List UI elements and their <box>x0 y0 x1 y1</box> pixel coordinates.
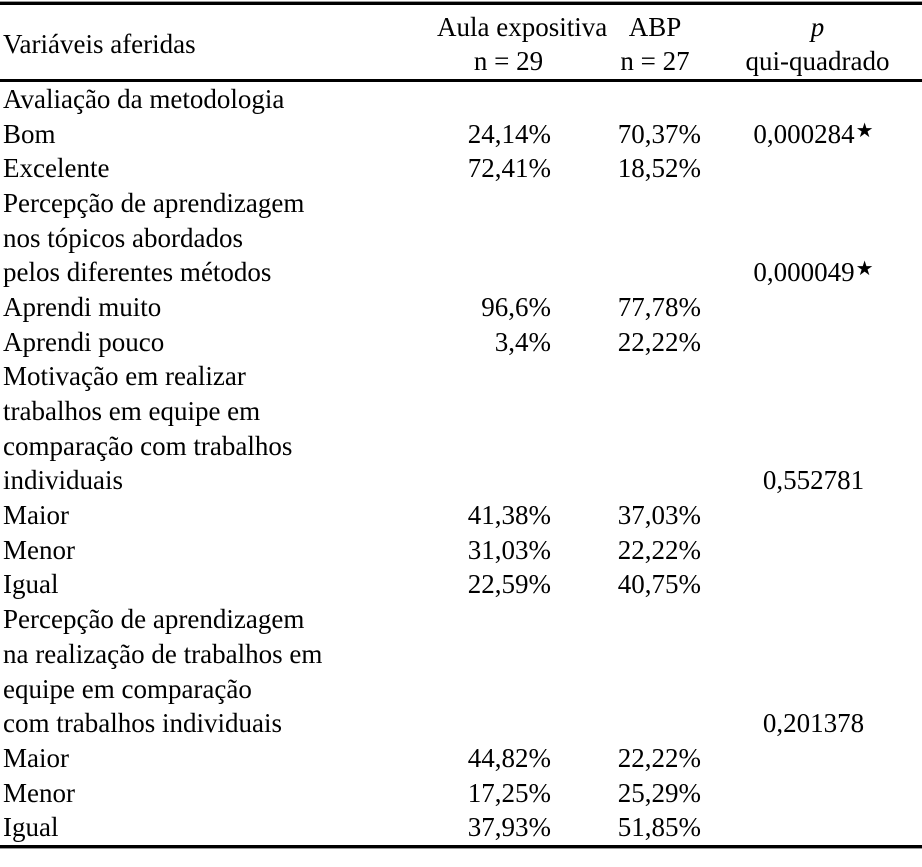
row-label: nos tópicos abordados <box>3 222 243 253</box>
row-label: Igual <box>3 569 59 600</box>
row-label: Menor <box>3 534 75 565</box>
abp-value: 40,75% <box>617 569 701 600</box>
table-row <box>0 429 922 464</box>
table-row <box>0 568 922 603</box>
p-value-cell <box>705 119 922 150</box>
header-abp-n: n = 27 <box>620 46 690 76</box>
table-row <box>0 360 922 395</box>
row-label: Percepção de aprendizagem <box>3 604 305 635</box>
header-aula-expositiva-n: n = 29 <box>473 46 544 76</box>
p-value-cell <box>705 708 922 739</box>
table-row <box>0 290 922 325</box>
row-label: individuais <box>3 465 123 496</box>
abp-value: 37,03% <box>617 500 701 531</box>
row-label: trabalhos em equipe em <box>3 396 261 427</box>
aula-expositiva-value: 3,4% <box>494 326 551 357</box>
row-label: Percepção de aprendizagem <box>3 187 305 218</box>
row-label: Bom <box>3 118 56 149</box>
table-row <box>0 186 922 221</box>
p-value-text: 0,201378 <box>762 708 865 739</box>
row-label: comparação com trabalhos <box>3 430 293 461</box>
header-group-aula-expositiva <box>437 10 608 78</box>
row-label: equipe em comparação <box>3 673 252 704</box>
abp-value: 22,22% <box>617 326 701 357</box>
row-label: com trabalhos individuais <box>3 708 282 739</box>
row-label: pelos diferentes métodos <box>3 257 272 288</box>
row-label: na realização de trabalhos em <box>3 638 323 669</box>
abp-value: 22,22% <box>617 534 701 565</box>
row-label: Menor <box>3 777 75 808</box>
aula-expositiva-value: 37,93% <box>467 812 551 843</box>
table-row <box>0 82 922 117</box>
row-label: Avaliação da metodologia <box>3 83 285 114</box>
header-abp-name: ABP <box>628 12 682 42</box>
table-body <box>0 82 922 845</box>
p-value-text: 0,000284 <box>753 118 855 149</box>
significance-star-icon: ★ <box>855 117 874 142</box>
table-row <box>0 464 922 499</box>
p-value-text: 0,552781 <box>762 465 865 496</box>
table-row <box>0 117 922 152</box>
header-p-symbol: p <box>810 12 825 42</box>
row-label: Igual <box>3 812 59 843</box>
aula-expositiva-value: 24,14% <box>467 118 551 149</box>
row-label: Aprendi pouco <box>3 326 165 357</box>
abp-value: 18,52% <box>617 153 701 184</box>
p-value-cell <box>705 257 922 288</box>
table-row <box>0 706 922 741</box>
table-row <box>0 637 922 672</box>
abp-value: 25,29% <box>617 777 701 808</box>
p-value-cell <box>705 465 922 496</box>
bottom-double-rule <box>0 845 922 849</box>
aula-expositiva-value: 44,82% <box>467 742 551 773</box>
table-header <box>0 5 922 79</box>
header-variables-label: Variáveis aferidas <box>3 29 196 59</box>
header-group-abp <box>580 10 730 78</box>
row-label: Motivação em realizar <box>3 361 246 392</box>
abp-value: 77,78% <box>617 291 701 322</box>
row-label: Maior <box>3 500 69 531</box>
header-p-column <box>709 10 922 78</box>
table-row <box>0 255 922 290</box>
table-row <box>0 151 922 186</box>
aula-expositiva-value: 31,03% <box>467 534 551 565</box>
aula-expositiva-value: 17,25% <box>467 777 551 808</box>
table-row <box>0 672 922 707</box>
aula-expositiva-value: 41,38% <box>467 500 551 531</box>
table-row <box>0 394 922 429</box>
abp-value: 51,85% <box>617 812 701 843</box>
abp-value: 70,37% <box>617 118 701 149</box>
aula-expositiva-value: 22,59% <box>467 569 551 600</box>
abp-value: 22,22% <box>617 742 701 773</box>
table-row <box>0 741 922 776</box>
row-label: Maior <box>3 742 69 773</box>
p-value-text: 0,000049 <box>753 257 855 288</box>
table-row <box>0 221 922 256</box>
significance-star-icon: ★ <box>855 256 874 281</box>
header-aula-expositiva-name: Aula expositiva <box>437 12 608 42</box>
aula-expositiva-value: 96,6% <box>481 291 551 322</box>
table-row <box>0 810 922 845</box>
table-row <box>0 776 922 811</box>
table-row <box>0 498 922 533</box>
table-row <box>0 602 922 637</box>
table-row <box>0 325 922 360</box>
header-p-test-name: qui-quadrado <box>745 46 890 76</box>
row-label: Excelente <box>3 153 110 184</box>
row-label: Aprendi muito <box>3 291 162 322</box>
aula-expositiva-value: 72,41% <box>467 153 551 184</box>
table-row <box>0 533 922 568</box>
